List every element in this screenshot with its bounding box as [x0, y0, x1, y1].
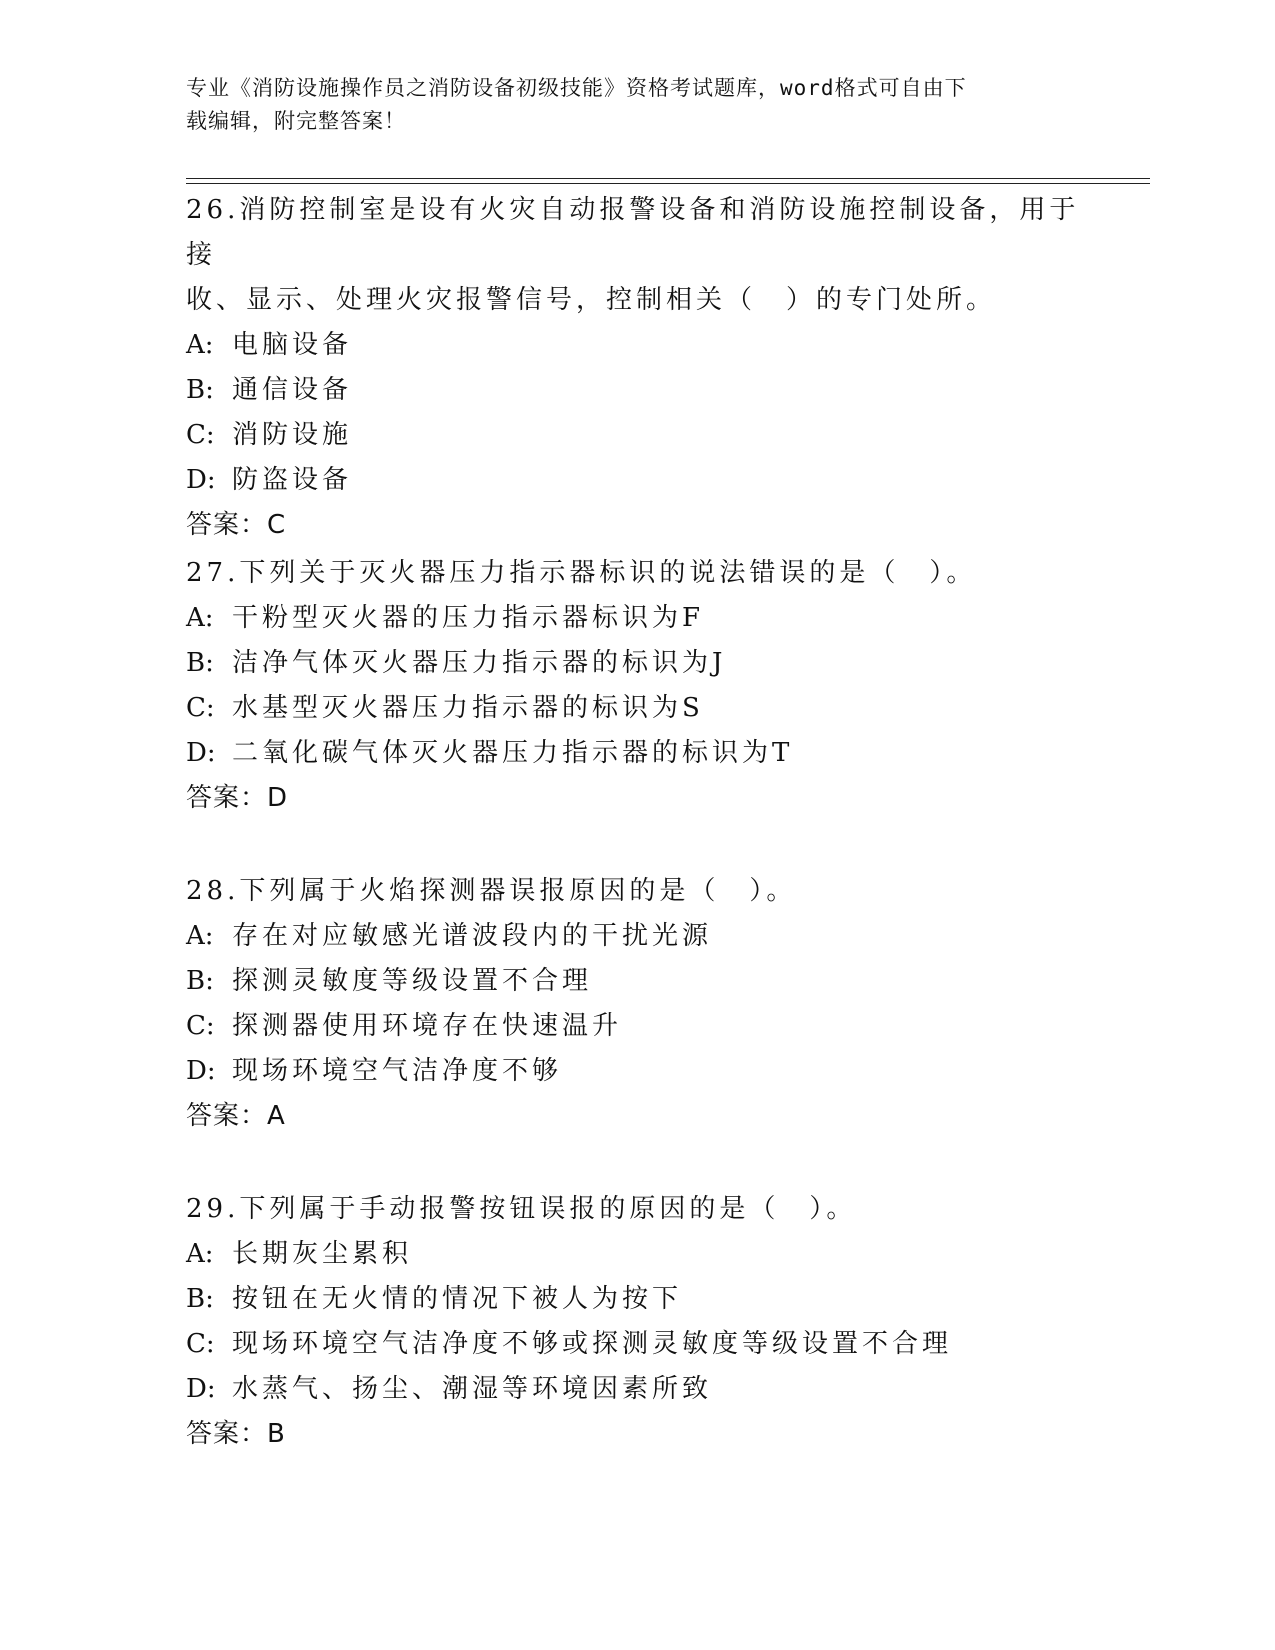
- option-text: 防盗设备: [232, 465, 353, 495]
- option-text: 长期灰尘累积: [232, 1239, 413, 1269]
- question-stem-line: 27.下列关于灭火器压力指示器标识的说法错误的是（ ）。: [186, 558, 977, 588]
- option-a: [186, 1232, 1086, 1277]
- answer-line: 答案：C: [186, 510, 287, 540]
- option-text: 探测灵敏度等级设置不合理: [232, 966, 593, 996]
- option-letter: D:: [186, 738, 216, 768]
- header-divider-top: [186, 178, 1150, 179]
- option-b: [186, 368, 1086, 413]
- option-text: 水蒸气、扬尘、潮湿等环境因素所致: [232, 1374, 713, 1404]
- option-a: [186, 596, 1086, 641]
- option-b: [186, 1277, 1086, 1322]
- answer-line: 答案：D: [186, 783, 289, 813]
- question-stem-line: 收、显示、处理火灾报警信号，控制相关（ ）的专门处所。: [186, 285, 997, 315]
- option-text: 二氧化碳气体灭火器压力指示器的标识为T: [232, 738, 794, 768]
- option-text: 按钮在无火情的情况下被人为按下: [232, 1284, 683, 1314]
- question-26: [186, 188, 1086, 548]
- option-a: [186, 323, 1086, 368]
- option-letter: C:: [186, 1011, 215, 1041]
- answer-line: 答案：A: [186, 1101, 286, 1131]
- option-d: [186, 1049, 1086, 1094]
- option-text: 通信设备: [232, 375, 353, 405]
- option-letter: D:: [186, 1056, 216, 1086]
- question-stem-line: 26.消防控制室是设有火灾自动报警设备和消防设施控制设备，用于接: [186, 195, 1080, 270]
- option-letter: A:: [186, 603, 214, 633]
- option-c: [186, 1322, 1086, 1367]
- option-letter: D:: [186, 465, 216, 495]
- option-letter: A:: [186, 921, 214, 951]
- option-c: [186, 1004, 1086, 1049]
- header-line-1: 专业《消防设施操作员之消防设备初级技能》资格考试题库，word格式可自由下: [186, 76, 967, 100]
- option-d: [186, 1367, 1086, 1412]
- option-b: [186, 959, 1086, 1004]
- question-stem-line: 28.下列属于火焰探测器误报原因的是（ ）。: [186, 876, 797, 906]
- option-text: 现场环境空气洁净度不够: [232, 1056, 563, 1086]
- option-c: [186, 413, 1086, 458]
- option-letter: A:: [186, 330, 214, 360]
- option-d: [186, 731, 1086, 776]
- option-letter: B:: [186, 966, 214, 996]
- question-stem-line: 29.下列属于手动报警按钮误报的原因的是（ ）。: [186, 1194, 857, 1224]
- option-letter: B:: [186, 375, 214, 405]
- option-letter: D:: [186, 1374, 216, 1404]
- option-b: [186, 641, 1086, 686]
- option-d: [186, 458, 1086, 503]
- option-letter: A:: [186, 1239, 214, 1269]
- option-letter: C:: [186, 1329, 215, 1359]
- question-28: [186, 869, 1086, 1139]
- option-letter: B:: [186, 1284, 214, 1314]
- option-text: 电脑设备: [232, 330, 353, 360]
- option-text: 探测器使用环境存在快速温升: [232, 1011, 623, 1041]
- option-text: 存在对应敏感光谱波段内的干扰光源: [232, 921, 713, 951]
- option-letter: C:: [186, 420, 215, 450]
- header-divider-bottom: [186, 183, 1150, 184]
- option-letter: C:: [186, 693, 215, 723]
- option-text: 干粉型灭火器的压力指示器标识为F: [232, 603, 705, 633]
- option-text: 水基型灭火器压力指示器的标识为S: [232, 693, 704, 723]
- option-text: 消防设施: [232, 420, 353, 450]
- option-letter: B:: [186, 648, 214, 678]
- option-c: [186, 686, 1086, 731]
- option-a: [186, 914, 1086, 959]
- document-header: [186, 72, 1066, 138]
- question-29: [186, 1187, 1086, 1457]
- question-27: [186, 551, 1086, 821]
- option-text: 洁净气体灭火器压力指示器的标识为J: [232, 648, 727, 678]
- answer-line: 答案：B: [186, 1419, 286, 1449]
- option-text: 现场环境空气洁净度不够或探测灵敏度等级设置不合理: [232, 1329, 953, 1359]
- header-line-2: 载编辑，附完整答案！: [186, 109, 406, 133]
